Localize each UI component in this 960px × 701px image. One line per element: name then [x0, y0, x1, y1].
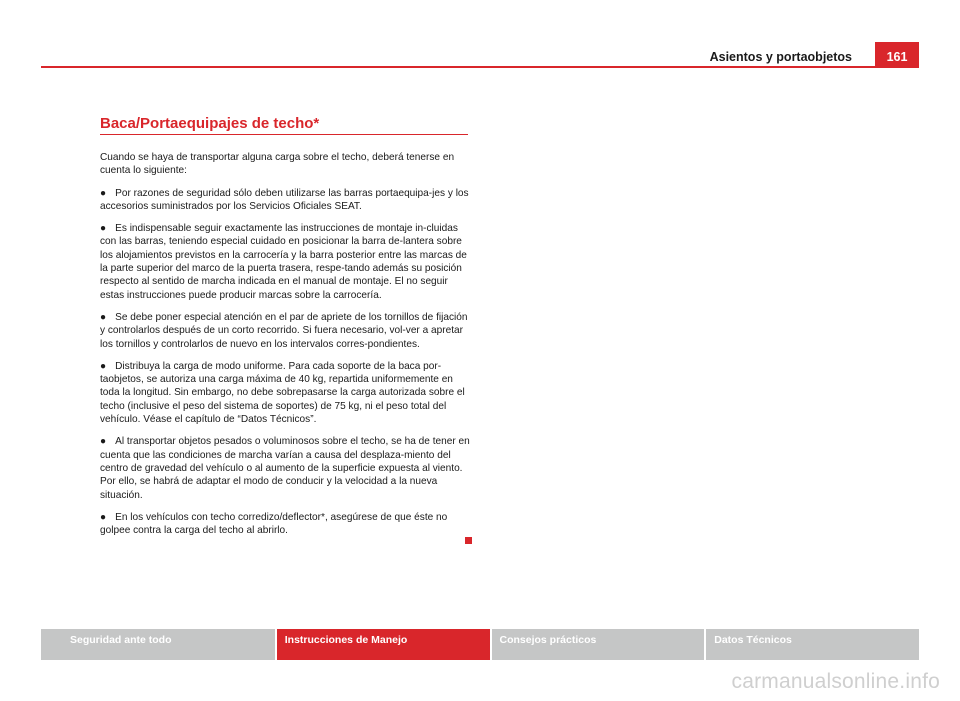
bullet-icon: ●	[100, 436, 107, 448]
list-item-text: Al transportar objetos pesados o voluminosos sobre el techo, se ha de tener en cuenta que las condiciones de marcha varían a causa del desplaza-miento del centro de gravedad del vehículo o al aumento de la superficie expuesta al viento. Por ello, se habrá de adaptar el modo de conducir y la velocidad a la nueva situación.	[100, 436, 470, 501]
list-item-text: Es indispensable seguir exactamente las instrucciones de montaje in-cluidas con las barras, teniendo especial cuidado en posicionar la barra de-lantera sobre los alojamientos previstos en la carrocería y la barra posterior entre las marcas de la parte superior del marco de la puerta trasera, respe-tando además su posición respecto al sentido de marcha indicada en el manual de montaje. El no seguir estas instrucciones puede producir marcas sobre la carrocería.	[100, 223, 467, 301]
watermark: carmanualsonline.info	[731, 670, 940, 693]
bullet-icon: ●	[100, 360, 107, 372]
intro-paragraph: Cuando se haya de transportar alguna carga sobre el techo, deberá tenerse en cuenta lo siguiente:	[100, 152, 455, 177]
header-divider	[41, 66, 919, 68]
list-item	[100, 222, 470, 302]
tab-datos-tecnicos[interactable]: Datos Técnicos	[706, 629, 919, 660]
tab-seguridad-ante-todo[interactable]: Seguridad ante todo	[41, 629, 275, 660]
tab-instrucciones-de-manejo[interactable]: Instrucciones de Manejo	[277, 629, 490, 660]
list-item	[100, 187, 470, 214]
list-item	[100, 360, 470, 426]
section-title: Baca/Portaequipajes de techo*	[100, 115, 320, 132]
list-item-text: Se debe poner especial atención en el par de apriete de los tornillos de fijación y controlarlos después de un corto recorrido. Si fuera necesario, vol-ver a apretar los tornillos y controlarlos de nuevo en los intervalos corres-pondientes.	[100, 311, 468, 350]
header-title: Asientos y portaobjetos	[709, 50, 852, 64]
bullet-icon: ●	[100, 187, 107, 199]
bullet-icon: ●	[100, 511, 107, 523]
end-of-section-icon	[465, 537, 472, 544]
bullet-icon: ●	[100, 311, 107, 323]
list-item	[100, 311, 470, 351]
list-item-text: Por razones de seguridad sólo deben utilizarse las barras portaequipa-jes y los accesorios suministrados por los Servicios Oficiales SEAT.	[100, 187, 469, 212]
content-body	[100, 151, 470, 546]
list-item-text: En los vehículos con techo corredizo/deflector*, asegúrese de que éste no golpee contra la carga del techo al abrirlo.	[100, 511, 448, 537]
section-divider	[100, 134, 468, 135]
list-item	[100, 435, 470, 501]
list-item	[100, 511, 470, 538]
list-item-text: Distribuya la carga de modo uniforme. Para cada soporte de la baca por-taobjetos, se autoriza una carga máxima de 40 kg, repartida uniformemente en toda la longitud. Sin embargo, no debe sobrepasarse la carga autorizada sobre el techo (inclusive el peso del sistema de soportes) de 75 kg, ni el peso total del vehículo. Véase el capítulo de “Datos Técnicos”.	[100, 360, 465, 426]
tab-consejos-practicos[interactable]: Consejos prácticos	[492, 629, 705, 660]
bullet-icon: ●	[100, 223, 107, 235]
page-number: 161	[875, 42, 919, 68]
footer-nav	[41, 629, 919, 660]
